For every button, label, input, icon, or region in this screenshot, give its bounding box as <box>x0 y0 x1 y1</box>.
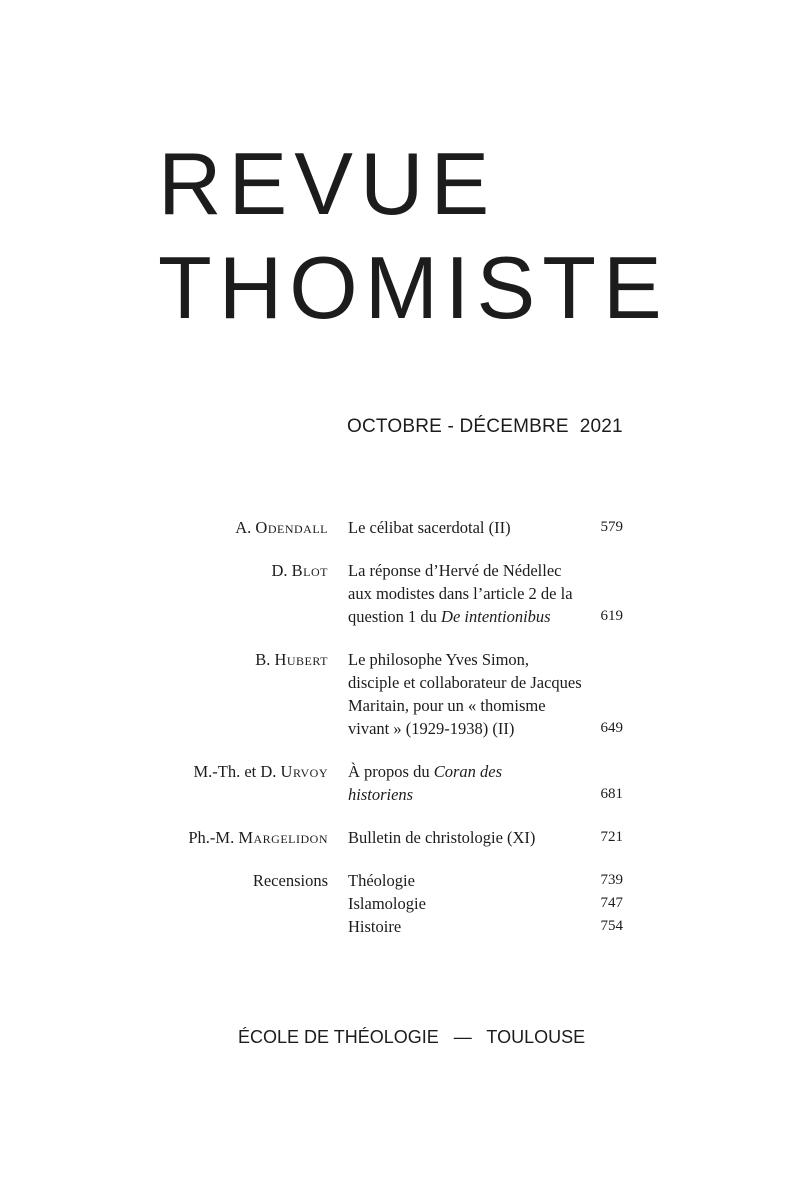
toc-entry <box>0 559 800 628</box>
title-text: Le célibat sacerdotal (II) <box>348 518 511 537</box>
author-surname: Urvoy <box>280 762 328 781</box>
author-initials: Ph.-M. <box>188 828 239 847</box>
review-page-number: 754 <box>600 918 623 934</box>
title-text: Le philosophe Yves Simon, disciple et collaborateur de Jacques Maritain, pour un « thomisme vivant » (1929-1938) (II) <box>348 650 582 738</box>
journal-title-line-1: REVUE <box>158 134 497 233</box>
author-initials: B. <box>255 650 275 669</box>
toc-article-title <box>348 826 583 849</box>
toc-article-title <box>348 760 533 806</box>
toc-entry <box>0 648 800 740</box>
author-initials: D. <box>271 561 292 580</box>
toc-author <box>235 516 328 539</box>
journal-title <box>158 132 669 340</box>
review-page-number: 739 <box>600 872 623 888</box>
toc-entry <box>0 760 800 806</box>
toc-page-number: 619 <box>600 608 623 624</box>
issue-date: OCTOBRE - DÉCEMBRE 2021 <box>347 416 623 437</box>
toc-entry <box>0 826 800 849</box>
toc-article-title <box>348 516 583 539</box>
toc-author <box>271 559 328 582</box>
author-surname: Hubert <box>274 650 328 669</box>
author-initials: M.-Th. et D. <box>193 762 281 781</box>
review-item <box>348 915 623 938</box>
title-text: La réponse d’Hervé de Nédellec aux modistes dans l’article 2 de la question 1 du <box>348 561 573 626</box>
title-text: Bulletin de christologie (XI) <box>348 828 536 847</box>
toc-reviews-section <box>0 869 800 938</box>
reviews-list <box>348 869 623 938</box>
author-initials: A. <box>235 518 256 537</box>
title-text: À propos du <box>348 762 434 781</box>
title-text-italic: De intentionibus <box>441 607 551 626</box>
toc-page-number: 721 <box>600 829 623 845</box>
toc-entry <box>0 516 800 539</box>
toc-page-number: 649 <box>600 720 623 736</box>
toc-page-number: 579 <box>600 519 623 535</box>
publisher-footer: ÉCOLE DE THÉOLOGIE — TOULOUSE <box>238 1027 586 1047</box>
toc-author <box>255 648 328 671</box>
toc-author <box>193 760 328 783</box>
table-of-contents <box>0 516 800 958</box>
toc-page-number: 681 <box>600 786 623 802</box>
review-item <box>348 869 623 892</box>
toc-article-title <box>348 559 583 628</box>
review-title: Islamologie <box>348 894 426 913</box>
reviews-label: Recensions <box>252 871 328 890</box>
toc-author <box>188 826 328 849</box>
author-surname: Margelidon <box>238 828 328 847</box>
review-page-number: 747 <box>600 895 623 911</box>
title-text-italic: Coran des historiens <box>348 762 503 804</box>
review-title: Histoire <box>348 917 402 936</box>
author-surname: Odendall <box>255 518 328 537</box>
review-item <box>348 892 623 915</box>
journal-title-line-2: THOMISTE <box>158 238 669 337</box>
toc-article-title <box>348 648 583 740</box>
review-title: Théologie <box>348 871 415 890</box>
author-surname: Blot <box>291 561 328 580</box>
